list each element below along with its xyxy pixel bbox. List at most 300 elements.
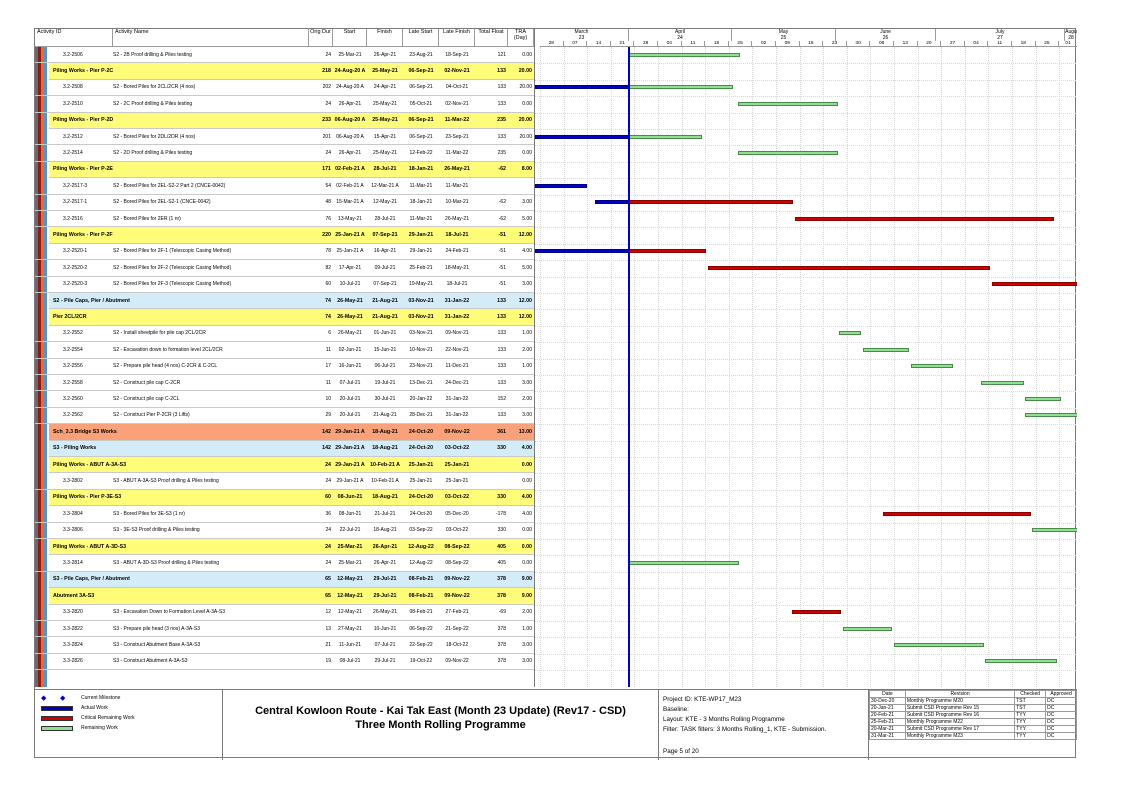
cell-lf: 25-Jan-21 [444, 461, 470, 468]
gantt-sheet [34, 28, 1076, 758]
filter: Filter: TASK filters: 3 Months Rolling_1, KTE - Submission. [663, 726, 827, 733]
cell-tf: 330 [497, 445, 506, 452]
cell-start: 22-Jul-21 [339, 527, 361, 534]
row-gridline [535, 588, 1077, 589]
cell-dur: 48 [325, 199, 331, 206]
cell-finish: 29-Jul-21 [374, 658, 396, 665]
month-label: June [836, 29, 936, 35]
cell-lf: 03-Oct-22 [444, 445, 470, 452]
legend-label: Current Milestone [81, 695, 121, 701]
cell-ls: 13-Dec-21 [409, 379, 433, 386]
week-label: 06 [870, 41, 894, 47]
row-gridline [535, 506, 1077, 507]
cell-lf: 11-Mar-22 [444, 117, 470, 124]
cell-name: S2 - Construct pile cap C-2CR [113, 379, 181, 386]
col-header-finish[interactable]: Finish [367, 29, 403, 47]
cell-finish: 26-Apr-21 [373, 51, 397, 58]
summary-row[interactable] [49, 588, 534, 604]
month-label: April [629, 29, 732, 35]
cell-tra: 3.00 [522, 658, 532, 665]
summary-row[interactable] [49, 441, 534, 457]
week-label: 23 [823, 41, 847, 47]
remaining-work-bar[interactable] [839, 331, 861, 335]
critical-remaining-bar[interactable] [883, 512, 1031, 516]
gantt-chart [534, 29, 1077, 687]
cell-name: S2 - Pile Caps, Pier / Abutment [53, 297, 130, 304]
cell-tra: 3.00 [522, 199, 532, 206]
row-gridline [535, 654, 1077, 655]
cell-tra: 20.00 [518, 117, 532, 124]
cell-tra: 0.00 [522, 51, 532, 58]
table-row[interactable] [35, 605, 534, 621]
col-header-orig-dur[interactable]: Orig Dur [309, 29, 333, 47]
week-gridline [870, 47, 871, 687]
table-row[interactable] [35, 359, 534, 375]
revision-cell: 31-Mar-21 [870, 733, 906, 740]
title-line-2: Three Month Rolling Programme [355, 719, 526, 731]
table-row[interactable] [35, 473, 534, 489]
actual-work-bar[interactable] [535, 184, 587, 188]
page-number: Page 5 of 20 [663, 748, 699, 755]
cell-finish: 24-Apr-21 [373, 84, 397, 91]
table-row[interactable] [35, 654, 534, 670]
row-gridline [535, 293, 1077, 294]
cell-lf: 05-Dec-20 [445, 510, 469, 517]
row-gridline [535, 670, 1077, 671]
week-gridline [776, 47, 777, 687]
cell-tra: 9.00 [521, 592, 532, 599]
cell-lf: 08-Sep-22 [445, 560, 469, 567]
remaining-work-bar[interactable] [985, 659, 1057, 663]
cell-tf: -62 [498, 166, 506, 173]
row-gridline [535, 523, 1077, 524]
row-gridline [535, 621, 1077, 622]
cell-ls: 03-Nov-21 [408, 314, 434, 321]
row-gridline [535, 441, 1077, 442]
row-gridline [535, 605, 1077, 606]
week-label: 01 [1059, 41, 1077, 47]
table-row[interactable] [35, 47, 534, 63]
week-label: 28 [540, 41, 564, 47]
cell-ls: 06-Sep-21 [408, 117, 434, 124]
week-gridline [965, 47, 966, 687]
cell-id: 3.2-2520-1 [63, 248, 88, 255]
cell-finish: 25-May-21 [373, 100, 397, 107]
cell-finish: 21-Aug-21 [372, 314, 398, 321]
revision-cell: Submit CSD Programme Rev 17 [905, 726, 1014, 733]
revision-cell: TYY [1015, 719, 1046, 726]
week-label: 11 [682, 41, 706, 47]
revision-cell: TYY [1015, 712, 1046, 719]
remaining-work-bar[interactable] [911, 364, 953, 368]
cell-lf: 04-Oct-21 [445, 84, 469, 91]
week-gridline [847, 47, 848, 687]
cell-tra: 0.00 [521, 461, 532, 468]
summary-row[interactable] [49, 539, 534, 555]
cell-tra: 0.00 [522, 150, 532, 157]
cell-ls: 20-Jan-22 [409, 396, 433, 403]
cell-ls: 24-Oct-20 [408, 445, 434, 452]
baseline: Baseline: [663, 706, 689, 713]
cell-finish: 18-Aug-21 [372, 445, 398, 452]
table-row[interactable] [35, 391, 534, 407]
cell-tra: 1.00 [522, 625, 532, 632]
cell-tra: 20.00 [519, 133, 532, 140]
row-gridline [535, 211, 1077, 212]
cell-name: S2 - Construct Pier P-2CR (3 Lifts) [113, 412, 190, 419]
cell-start: 13-May-21 [338, 215, 362, 222]
table-row[interactable] [35, 96, 534, 112]
month-number: 28 [1065, 35, 1077, 41]
cell-tf: 133 [497, 84, 506, 91]
week-label: 28 [634, 41, 658, 47]
table-row[interactable] [35, 178, 534, 194]
cell-tf: 133 [497, 133, 506, 140]
cell-name: Sch_3.3 Bridge S3 Works [53, 428, 117, 435]
table-row[interactable] [35, 129, 534, 145]
cell-dur: 6 [328, 330, 331, 337]
cell-start: 17-Apr-21 [338, 264, 362, 271]
cell-dur: 60 [325, 494, 331, 501]
cell-tra: 3.00 [522, 642, 532, 649]
summary-row[interactable] [49, 572, 534, 588]
cell-tf: 133 [497, 297, 506, 304]
summary-row[interactable] [49, 227, 534, 243]
summary-row[interactable] [49, 490, 534, 506]
cell-lf: 31-Jan-22 [445, 412, 469, 419]
cell-finish: 18-Aug-21 [373, 527, 397, 534]
cell-id: 3.3-2804 [63, 510, 83, 517]
cell-name: S2 - Bored Piles for 2DL/2DR (4 nos) [113, 133, 196, 140]
cell-lf: 26-May-21 [445, 215, 469, 222]
cell-tra: 3.00 [522, 379, 532, 386]
week-gridline [587, 47, 588, 687]
week-gridline [729, 47, 730, 687]
cell-tra: 12.00 [518, 314, 532, 321]
cell-tra [508, 178, 534, 193]
cell-start: 20-Jul-21 [339, 396, 361, 403]
remaining-work-bar[interactable] [1025, 413, 1077, 417]
week-label: 21 [611, 41, 635, 47]
cell-finish: 10-Feb-21 A [371, 478, 399, 485]
summary-row[interactable] [49, 457, 534, 473]
cell-dur: 202 [322, 84, 331, 91]
cell-lf: 09-Nov-22 [444, 428, 470, 435]
week-gridline [1012, 47, 1013, 687]
table-row[interactable] [35, 523, 534, 539]
table-row[interactable] [35, 637, 534, 653]
col-header-total-float[interactable]: Total Float [475, 29, 508, 47]
actual-work-bar[interactable] [535, 135, 629, 139]
cell-start: 26-Apr-21 [338, 150, 362, 157]
table-row[interactable] [35, 408, 534, 424]
cell-id: 3.3-2806 [63, 527, 83, 534]
cell-name: S3 - ABUT A-3D-S3 Proof drilling & Piles testing [113, 560, 220, 567]
revision-row [870, 733, 1077, 740]
cell-ls: 25-Feb-21 [409, 264, 433, 271]
actual-work-bar[interactable] [595, 200, 629, 204]
cell-start: 29-Jan-21 A [336, 478, 364, 485]
cell-finish: 30-Jul-21 [374, 396, 396, 403]
cell-lf: 09-Nov-21 [445, 330, 469, 337]
week-gridline [823, 47, 824, 687]
cell-tf: 378 [497, 642, 506, 649]
table-row[interactable] [35, 145, 534, 161]
cell-ls: 06-Sep-22 [409, 625, 433, 632]
cell-lf: 18-Oct-22 [445, 642, 469, 649]
cell-id: 3.3-2826 [63, 658, 83, 665]
cell-lf: 31-Jan-22 [445, 396, 469, 403]
month-label: May [732, 29, 836, 35]
row-gridline [535, 309, 1077, 310]
cell-tf: 378 [497, 576, 506, 583]
row-gridline [535, 63, 1077, 64]
cell-tf: 133 [497, 100, 506, 107]
cell-dur: 82 [325, 264, 331, 271]
cell-tra: 9.00 [521, 576, 532, 583]
week-label: 25 [1036, 41, 1060, 47]
cell-finish: 26-Apr-21 [373, 560, 397, 567]
cell-dur: 24 [325, 461, 331, 468]
revision-cell: 30-Dec-20 [870, 698, 906, 705]
remaining-work-bar[interactable] [843, 627, 892, 631]
remaining-work-bar[interactable] [1025, 397, 1061, 401]
row-gridline [535, 227, 1077, 228]
cell-tra: 0.00 [522, 527, 532, 534]
revision-row [870, 726, 1077, 733]
cell-ls: 03-Sep-22 [409, 527, 433, 534]
cell-id: 3.2-2520-2 [63, 264, 88, 271]
week-label: 14 [587, 41, 611, 47]
col-header-activity-id[interactable]: Activity ID [35, 29, 113, 47]
summary-row[interactable] [49, 63, 534, 79]
cell-tra: 0.00 [522, 100, 532, 107]
table-row[interactable] [35, 260, 534, 276]
col-header-late-finish[interactable]: Late Finish [439, 29, 475, 47]
summary-row[interactable] [49, 113, 534, 129]
cell-finish: 15-Apr-21 [373, 133, 397, 140]
cell-name: S2 - Bored Piles for 2F-3 (Telescopic Casing Method) [113, 281, 232, 288]
cell-ls: 10-Nov-21 [409, 346, 433, 353]
cell-start: 26-Apr-21 [338, 100, 362, 107]
critical-remaining-bar[interactable] [629, 200, 793, 204]
critical-work-swatch [41, 716, 73, 721]
cell-name: S3 - Pile Caps, Pier / Abutment [53, 576, 130, 583]
cell-finish: 07-Sep-21 [372, 232, 398, 239]
table-row[interactable] [35, 555, 534, 571]
cell-tra: 3.00 [522, 412, 532, 419]
layout: Layout: KTE - 3 Months Rolling Programme [663, 716, 785, 723]
cell-start: 07-Jul-21 [339, 379, 361, 386]
cell-name: S2 - Bored Piles for 2F-2 (Telescopic Casing Method) [113, 264, 232, 271]
cell-tra: 4.00 [522, 248, 532, 255]
revision-cell: Monthly Programme M20 [905, 698, 1014, 705]
remaining-work-bar[interactable] [629, 561, 739, 565]
cell-tf: -51 [498, 281, 506, 288]
table-row[interactable] [35, 326, 534, 342]
cell-tra: 4.00 [522, 510, 532, 517]
remaining-work-bar[interactable] [1032, 528, 1077, 532]
cell-ls: 11-Mar-21 [409, 182, 433, 189]
cell-name: Piling Works - Pier P-3E-S3 [53, 494, 122, 501]
critical-remaining-bar[interactable] [792, 610, 841, 614]
month-number: 23 [535, 35, 629, 41]
cell-tra: 0.00 [521, 543, 532, 550]
cell-dur: 11 [325, 346, 331, 353]
col-header-start[interactable]: Start [333, 29, 367, 47]
cell-tra: 12.00 [518, 232, 532, 239]
cell-tf: 133 [497, 363, 506, 370]
summary-row[interactable] [49, 309, 534, 325]
cell-ls: 29-Jan-21 [409, 248, 433, 255]
cell-tf: 152 [497, 396, 506, 403]
cell-finish: 16-Apr-21 [373, 248, 397, 255]
month-label: March [535, 29, 629, 35]
cell-id: 3.2-2517-1 [63, 199, 88, 206]
cell-lf: 26-May-21 [444, 166, 470, 173]
cell-tf: 361 [497, 428, 506, 435]
cell-id: 3.2-2508 [63, 84, 83, 91]
cell-tf: 378 [497, 625, 506, 632]
revision-cell: 25-Feb-21 [870, 719, 906, 726]
cell-name: Piling Works - Pier P-2D [53, 117, 114, 124]
cell-ls: 06-Sep-21 [409, 133, 433, 140]
revision-header: Checked [1015, 691, 1046, 698]
col-header-activity-name[interactable]: Activity Name [113, 29, 309, 47]
table-row[interactable] [35, 342, 534, 358]
remaining-work-bar[interactable] [738, 102, 838, 106]
summary-row[interactable] [49, 424, 534, 440]
cell-lf: 10-Mar-21 [445, 199, 469, 206]
cell-ls: 06-Sep-21 [409, 84, 433, 91]
week-gridline [564, 47, 565, 687]
remaining-work-bar[interactable] [894, 643, 984, 647]
critical-remaining-bar[interactable] [708, 266, 990, 270]
cell-start: 11-Jun-21 [338, 642, 362, 649]
cell-dur: 24 [325, 527, 331, 534]
actual-work-bar[interactable] [535, 85, 629, 89]
cell-dur: 78 [325, 248, 331, 255]
cell-finish: 09-Jul-21 [374, 264, 396, 271]
summary-row[interactable] [49, 293, 534, 309]
table-row[interactable] [35, 621, 534, 637]
cell-tra: 2.00 [522, 609, 532, 616]
cell-lf: 18-May-21 [445, 264, 469, 271]
col-header-late-start[interactable]: Late Start [403, 29, 439, 47]
cell-lf: 11-Dec-21 [445, 363, 469, 370]
cell-name: S2 - Excavation down to formation level 2CL/2CR [113, 346, 223, 353]
remaining-work-bar[interactable] [629, 135, 702, 139]
cell-start: 08-Jun-21 [338, 510, 362, 517]
cell-name: S3 - Construct Abutment A-3A-S3 [113, 658, 188, 665]
cell-name: Abutment 3A-S3 [53, 592, 95, 599]
cell-name: S3 - ABUT A-3A-S3 Proof drilling & Piles testing [113, 478, 219, 485]
cell-tf: 330 [497, 527, 506, 534]
activity-table [35, 47, 534, 687]
row-gridline [535, 260, 1077, 261]
col-header-tra[interactable]: TRA (Day) [508, 29, 534, 47]
cell-tf: -62 [498, 215, 506, 222]
cell-id: 3.2-2562 [63, 412, 83, 419]
actual-work-bar[interactable] [535, 249, 629, 253]
cell-finish: 26-May-21 [373, 609, 397, 616]
cell-dur: 54 [325, 182, 331, 189]
critical-remaining-bar[interactable] [795, 217, 1054, 221]
remaining-work-bar[interactable] [863, 348, 909, 352]
cell-name: S2 - Bored Piles for 2EL-S2-2 Part 2 (CNCE-0042) [113, 182, 226, 189]
revision-header: Approved [1046, 691, 1077, 698]
summary-row[interactable] [49, 162, 534, 178]
cell-tf: -69 [498, 609, 506, 616]
cell-ls: 06-Sep-21 [408, 68, 434, 75]
cell-id: 3.2-2506 [63, 51, 83, 58]
row-gridline [535, 145, 1077, 146]
cell-tf: 133 [497, 379, 506, 386]
table-row[interactable] [35, 211, 534, 227]
week-gridline [1059, 47, 1060, 687]
table-row[interactable] [35, 506, 534, 522]
cell-ls: 03-Nov-21 [409, 330, 433, 337]
cell-start: 12-May-21 [337, 592, 363, 599]
cell-dur: 10 [325, 396, 331, 403]
cell-finish: 10-Jun-21 [373, 625, 397, 632]
revision-cell: DC [1046, 719, 1077, 726]
cell-finish: 15-Jun-21 [373, 346, 397, 353]
cell-dur: 17 [325, 363, 331, 370]
week-gridline [634, 47, 635, 687]
table-row[interactable] [35, 277, 534, 293]
revision-cell: DC [1046, 698, 1077, 705]
table-row[interactable] [35, 244, 534, 260]
cell-lf: 27-Feb-21 [445, 609, 469, 616]
table-row[interactable] [35, 375, 534, 391]
cell-dur: 24 [325, 100, 331, 107]
cell-id: 3.2-2556 [63, 363, 83, 370]
critical-remaining-bar[interactable] [629, 249, 706, 253]
week-label: 20 [918, 41, 942, 47]
cell-name: S3 - Piling Works [53, 445, 97, 452]
legend-label: Remaining Work [81, 725, 118, 731]
cell-start: 06-Aug-20 A [334, 117, 366, 124]
remaining-work-bar[interactable] [629, 53, 740, 57]
cell-name: S2 - Bored Piles for 2CL/2CR (4 nos) [113, 84, 196, 91]
cell-dur: 19 [325, 658, 331, 665]
row-gridline [535, 408, 1077, 409]
week-label: 02 [752, 41, 776, 47]
table-row[interactable] [35, 195, 534, 211]
cell-dur: 65 [325, 576, 331, 583]
cell-dur: 171 [322, 166, 331, 173]
cell-ls: 12-Aug-22 [408, 543, 434, 550]
cell-finish: 19-Jul-21 [374, 379, 396, 386]
legend-label: Critical Remaining Work [81, 715, 135, 721]
row-gridline [535, 637, 1077, 638]
cell-ls: 24-Oct-20 [408, 494, 434, 501]
table-row[interactable] [35, 80, 534, 96]
remaining-work-bar[interactable] [981, 381, 1024, 385]
cell-ls: 25-Jan-21 [409, 478, 433, 485]
milestone-icon: ◆ ◆ [41, 695, 66, 702]
month-label: July [936, 29, 1065, 35]
cell-finish: 18-Aug-21 [372, 494, 398, 501]
cell-start: 29-Jan-21 A [335, 461, 365, 468]
remaining-work-bar[interactable] [629, 85, 733, 89]
cell-dur: 21 [325, 642, 331, 649]
critical-remaining-bar[interactable] [992, 282, 1077, 286]
remaining-work-bar[interactable] [738, 151, 838, 155]
legend-critical-remaining [41, 714, 135, 722]
cell-finish: 28-Jul-21 [373, 166, 397, 173]
